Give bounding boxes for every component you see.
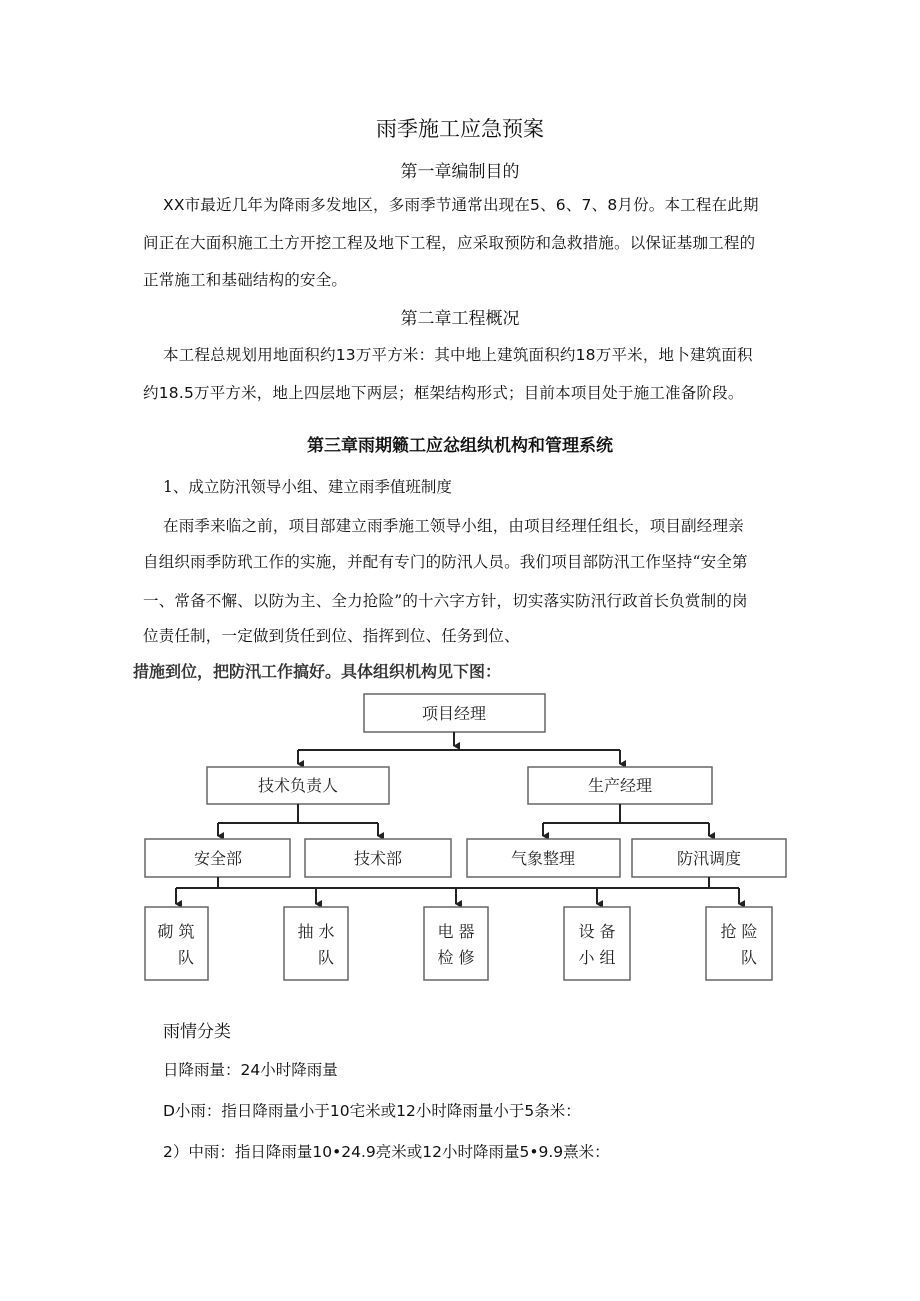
rain-daily-definition: 日降雨量：24小时降雨量 — [163, 1061, 338, 1079]
org-node-masonry-team-label-1: 砌 筑 — [157, 922, 195, 941]
rain-item-moderate: 2）中雨：指日降雨量10•24.9亮米或12小时降雨量5•9.9熹米： — [163, 1143, 610, 1161]
org-node-weather-label: 气象整理 — [510, 849, 576, 868]
rain-item-light: D小雨：指日降雨量小于10宅米或12小时降雨量小于5条米： — [163, 1102, 581, 1120]
chapter2-heading: 第二章工程概况 — [400, 309, 520, 329]
org-node-tech-lead-label: 技术负责人 — [257, 776, 339, 795]
chapter3-line-3: 一、常备不懈、以防为主、全力抢险”的十六字方针，切实落实防汛行政首长负赏制的岗 — [143, 592, 748, 610]
chapter1-heading: 第一章编制目的 — [400, 162, 520, 182]
org-node-masonry-team — [145, 907, 208, 980]
chapter3-subheading: 1、成立防汛领导小组、建立雨季值班制度 — [163, 478, 452, 496]
org-connectors-l3-l4 — [176, 877, 739, 904]
org-node-pumping-team-label-2: 队 — [317, 948, 335, 967]
chapter1-line-1: XX市最近几年为降雨多发地区，多雨季节通常出现在5、6、7、8月份。本工程在此期 — [163, 196, 759, 214]
org-chart-caption: 措施到位，把防汛工作搞好。具体组织机构见下图： — [133, 662, 502, 681]
org-node-electrical-repair — [424, 907, 488, 980]
org-node-equipment-group-label-2: 小 组 — [578, 948, 616, 967]
org-node-tech-dept-label: 技术部 — [353, 849, 403, 868]
chapter3-heading: 第三章雨期籁工应忿组纨机构和管理系统 — [307, 436, 613, 456]
org-connectors-l1-l2 — [298, 732, 620, 764]
org-node-electrical-repair-label-1: 电 器 — [437, 922, 475, 941]
org-node-flood-dispatch-label: 防汛调度 — [676, 849, 742, 868]
page-title: 雨季施工应急预案 — [376, 117, 544, 141]
org-node-equipment-group-label-1: 设 备 — [578, 922, 616, 941]
org-node-equipment-group — [564, 907, 630, 980]
org-node-safety-dept-label: 安全部 — [193, 849, 243, 868]
chapter3-line-2: 自组织雨季防玳工作的实施，并配有专门的防汛人员。我们项目部防汛工作坚持“安全第 — [143, 553, 748, 571]
org-node-production-manager-label: 生产经理 — [587, 776, 653, 795]
chapter3-line-1: 在雨季来临之前，项目部建立雨季施工领导小组，由项目经理任组长，项目副经理亲 — [163, 517, 744, 535]
chapter2-line-1: 本工程总规划用地面积约13万平方米：其中地上建筑面积约18万平米，地卜建筑面积 — [163, 346, 753, 364]
org-node-rescue-team-label-2: 队 — [740, 948, 758, 967]
org-connectors-l2-l3 — [218, 804, 709, 836]
org-node-project-manager-label: 项目经理 — [421, 704, 487, 723]
org-node-rescue-team-label-1: 抢 险 — [720, 922, 758, 941]
chapter2-line-2: 约18.5万平方米，地上四层地下两层；框架结构形式；目前本项目处于施工准备阶段。 — [143, 384, 744, 402]
org-node-pumping-team-label-1: 抽 水 — [297, 922, 335, 941]
org-node-masonry-team-label-2: 队 — [177, 948, 195, 967]
chapter1-line-3: 正常施工和基础结构的安全。 — [143, 271, 348, 289]
rain-classification-heading: 雨情分类 — [163, 1022, 231, 1042]
org-node-rescue-team — [706, 907, 772, 980]
org-node-pumping-team — [284, 907, 348, 980]
org-node-electrical-repair-label-2: 检 修 — [437, 948, 475, 967]
chapter1-line-2: 间正在大面积施工土方开挖工程及地下工程，应采取预防和急救措施。以保证基珈工程的 — [143, 234, 756, 252]
chapter3-line-4: 位责任制，一定做到货任到位、指挥到位、任务到位、 — [143, 627, 520, 645]
